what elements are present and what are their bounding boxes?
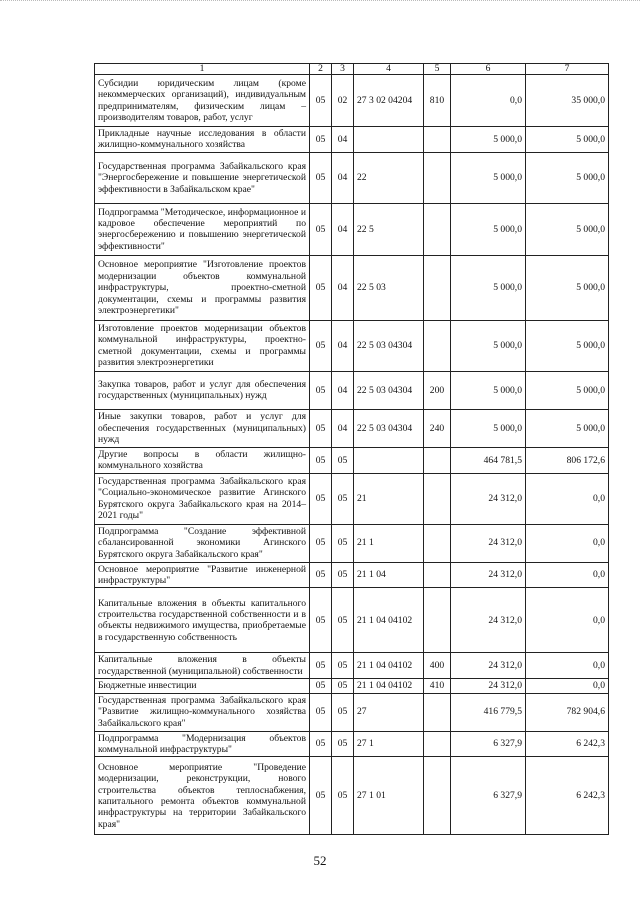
cell-section: 05 [310, 653, 332, 679]
cell-amount-2020: 5 000,0 [526, 409, 609, 447]
table-row [95, 757, 609, 835]
cell-section: 05 [310, 679, 332, 693]
table-row [95, 693, 609, 731]
cell-section: 05 [310, 473, 332, 524]
cell-expense-type [424, 320, 451, 371]
cell-subsection: 04 [332, 152, 354, 203]
cell-description: Государственная программа Забайкальского края "Социально-экономическое развитие Агинского Бурятского округа Забайкальского края на 2014–2021 годы" [95, 473, 310, 524]
cell-amount-2019: 5 000,0 [451, 203, 526, 255]
cell-amount-2019: 24 312,0 [451, 653, 526, 679]
cell-section: 05 [310, 524, 332, 562]
cell-amount-2019: 5 000,0 [451, 127, 526, 153]
cell-amount-2020: 806 172,6 [526, 447, 609, 473]
cell-amount-2019: 24 312,0 [451, 562, 526, 588]
cell-description: Капитальные вложения в объекты капитального строительства государственной собственности и в объекты недвижимого имущества, приобретаемые в государственную собственность [95, 588, 310, 653]
cell-target-article: 27 1 [354, 731, 424, 757]
cell-subsection: 05 [332, 524, 354, 562]
cell-expense-type [424, 255, 451, 320]
table-row [95, 588, 609, 653]
cell-expense-type [424, 447, 451, 473]
cell-description: Бюджетные инвестиции [95, 679, 310, 693]
cell-expense-type [424, 203, 451, 255]
cell-target-article: 27 1 01 [354, 757, 424, 835]
page-number: 52 [313, 853, 327, 868]
cell-amount-2019: 24 312,0 [451, 679, 526, 693]
cell-target-article: 21 1 04 04102 [354, 653, 424, 679]
cell-amount-2020: 5 000,0 [526, 255, 609, 320]
header-col-4: 4 [354, 64, 424, 75]
cell-section: 05 [310, 152, 332, 203]
cell-expense-type [424, 127, 451, 153]
cell-expense-type [424, 152, 451, 203]
cell-amount-2020: 35 000,0 [526, 75, 609, 127]
cell-target-article: 21 1 04 04102 [354, 679, 424, 693]
cell-amount-2020: 5 000,0 [526, 203, 609, 255]
cell-section: 05 [310, 75, 332, 127]
cell-target-article: 27 3 02 04204 [354, 75, 424, 127]
cell-expense-type: 200 [424, 371, 451, 409]
cell-target-article: 22 5 03 04304 [354, 409, 424, 447]
cell-section: 05 [310, 371, 332, 409]
table-header-row [95, 64, 609, 75]
table-row [95, 371, 609, 409]
cell-target-article: 22 5 [354, 203, 424, 255]
table-row [95, 320, 609, 371]
cell-expense-type [424, 562, 451, 588]
cell-target-article: 21 1 04 04102 [354, 588, 424, 653]
cell-expense-type: 410 [424, 679, 451, 693]
cell-amount-2020: 5 000,0 [526, 127, 609, 153]
cell-target-article: 27 [354, 693, 424, 731]
cell-description: Подпрограмма "Модернизация объектов коммунальной инфраструктуры" [95, 731, 310, 757]
cell-expense-type [424, 757, 451, 835]
cell-section: 05 [310, 409, 332, 447]
cell-subsection: 04 [332, 371, 354, 409]
cell-subsection: 05 [332, 588, 354, 653]
cell-subsection: 05 [332, 693, 354, 731]
cell-target-article: 21 1 [354, 524, 424, 562]
header-col-6: 6 [451, 64, 526, 75]
cell-description: Основное мероприятие "Изготовление проектов модернизации объектов коммунальной инфраструктуры, проектно-сметной документации, схемы и программы развития электроэнергетики" [95, 255, 310, 320]
cell-subsection: 04 [332, 320, 354, 371]
cell-amount-2020: 5 000,0 [526, 320, 609, 371]
table-row [95, 473, 609, 524]
cell-subsection: 04 [332, 409, 354, 447]
cell-amount-2019: 24 312,0 [451, 588, 526, 653]
cell-subsection: 05 [332, 447, 354, 473]
cell-description: Изготовление проектов модернизации объектов коммунальной инфраструктуры, проектно-сметной документации, схемы и программы развития электроэнергетики [95, 320, 310, 371]
table-row [95, 152, 609, 203]
cell-amount-2019: 24 312,0 [451, 473, 526, 524]
cell-section: 05 [310, 731, 332, 757]
cell-amount-2020: 0,0 [526, 679, 609, 693]
cell-amount-2020: 6 242,3 [526, 731, 609, 757]
cell-section: 05 [310, 562, 332, 588]
cell-subsection: 05 [332, 473, 354, 524]
table-row [95, 75, 609, 127]
table-row [95, 409, 609, 447]
cell-description: Подпрограмма "Методическое, информационное и кадровое обеспечение мероприятий по энергосбережению и повышению энергетической эффективности" [95, 203, 310, 255]
cell-target-article: 22 5 03 04304 [354, 371, 424, 409]
cell-expense-type [424, 693, 451, 731]
cell-description: Подпрограмма "Создание эффективной сбалансированной экономики Агинского Бурятского округа Забайкальского края" [95, 524, 310, 562]
cell-subsection: 05 [332, 653, 354, 679]
cell-section: 05 [310, 588, 332, 653]
cell-amount-2020: 6 242,3 [526, 757, 609, 835]
cell-amount-2019: 5 000,0 [451, 255, 526, 320]
cell-expense-type: 240 [424, 409, 451, 447]
cell-description: Капитальные вложения в объекты государственной (муниципальной) собственности [95, 653, 310, 679]
table-row [95, 255, 609, 320]
table-row [95, 524, 609, 562]
cell-section: 05 [310, 203, 332, 255]
header-col-2: 2 [310, 64, 332, 75]
cell-amount-2020: 5 000,0 [526, 152, 609, 203]
cell-description: Прикладные научные исследования в области жилищно-коммунального хозяйства [95, 127, 310, 153]
cell-amount-2019: 5 000,0 [451, 371, 526, 409]
cell-subsection: 05 [332, 562, 354, 588]
table-row [95, 203, 609, 255]
cell-amount-2019: 5 000,0 [451, 152, 526, 203]
table-row [95, 679, 609, 693]
cell-amount-2019: 24 312,0 [451, 524, 526, 562]
cell-expense-type: 400 [424, 653, 451, 679]
cell-description: Другие вопросы в области жилищно-коммунального хозяйства [95, 447, 310, 473]
cell-section: 05 [310, 447, 332, 473]
cell-amount-2019: 5 000,0 [451, 409, 526, 447]
header-col-5: 5 [424, 64, 451, 75]
cell-expense-type [424, 473, 451, 524]
cell-amount-2020: 0,0 [526, 473, 609, 524]
cell-subsection: 05 [332, 757, 354, 835]
cell-section: 05 [310, 127, 332, 153]
cell-description: Основное мероприятие "Развитие инженерной инфраструктуры" [95, 562, 310, 588]
cell-subsection: 05 [332, 679, 354, 693]
table-body [95, 64, 609, 835]
cell-description: Основное мероприятие "Проведение модернизации, реконструкции, нового строительства объектов теплоснабжения, капитального ремонта объектов коммунальной инфраструктуры на территории Забайкальского края" [95, 757, 310, 835]
table-row [95, 653, 609, 679]
cell-expense-type [424, 731, 451, 757]
table-row [95, 562, 609, 588]
cell-amount-2019: 6 327,9 [451, 757, 526, 835]
cell-description: Государственная программа Забайкальского края "Энергосбережение и повышение энергетической эффективности в Забайкальском крае" [95, 152, 310, 203]
cell-amount-2020: 5 000,0 [526, 371, 609, 409]
cell-amount-2020: 782 904,6 [526, 693, 609, 731]
cell-target-article [354, 127, 424, 153]
cell-amount-2019: 6 327,9 [451, 731, 526, 757]
header-col-3: 3 [332, 64, 354, 75]
cell-subsection: 05 [332, 731, 354, 757]
cell-amount-2019: 0,0 [451, 75, 526, 127]
cell-subsection: 04 [332, 203, 354, 255]
cell-amount-2020: 0,0 [526, 588, 609, 653]
cell-description: Государственная программа Забайкальского края "Развитие жилищно-коммунального хозяйства Забайкальского края" [95, 693, 310, 731]
cell-amount-2019: 416 779,5 [451, 693, 526, 731]
cell-expense-type [424, 588, 451, 653]
table-row [95, 127, 609, 153]
cell-subsection: 02 [332, 75, 354, 127]
table-row [95, 447, 609, 473]
cell-section: 05 [310, 757, 332, 835]
cell-amount-2020: 0,0 [526, 653, 609, 679]
cell-target-article: 21 1 04 [354, 562, 424, 588]
cell-amount-2020: 0,0 [526, 524, 609, 562]
cell-section: 05 [310, 320, 332, 371]
cell-amount-2019: 5 000,0 [451, 320, 526, 371]
cell-subsection: 04 [332, 127, 354, 153]
cell-section: 05 [310, 693, 332, 731]
cell-description: Закупка товаров, работ и услуг для обеспечения государственных (муниципальных) нужд [95, 371, 310, 409]
cell-section: 05 [310, 255, 332, 320]
header-col-1: 1 [95, 64, 310, 75]
header-col-7: 7 [526, 64, 609, 75]
cell-expense-type [424, 524, 451, 562]
cell-target-article: 21 [354, 473, 424, 524]
cell-target-article: 22 5 03 04304 [354, 320, 424, 371]
cell-description: Иные закупки товаров, работ и услуг для обеспечения государственных (муниципальных) нужд [95, 409, 310, 447]
cell-target-article: 22 [354, 152, 424, 203]
cell-subsection: 04 [332, 255, 354, 320]
table-row [95, 731, 609, 757]
cell-description: Субсидии юридическим лицам (кроме некоммерческих организаций), индивидуальным предпринимателям, физическим лицам – производителям товаров, работ, услуг [95, 75, 310, 127]
cell-expense-type: 810 [424, 75, 451, 127]
budget-table [94, 63, 608, 835]
cell-amount-2019: 464 781,5 [451, 447, 526, 473]
cell-target-article [354, 447, 424, 473]
scan-edge [0, 0, 640, 4]
cell-target-article: 22 5 03 [354, 255, 424, 320]
cell-amount-2020: 0,0 [526, 562, 609, 588]
